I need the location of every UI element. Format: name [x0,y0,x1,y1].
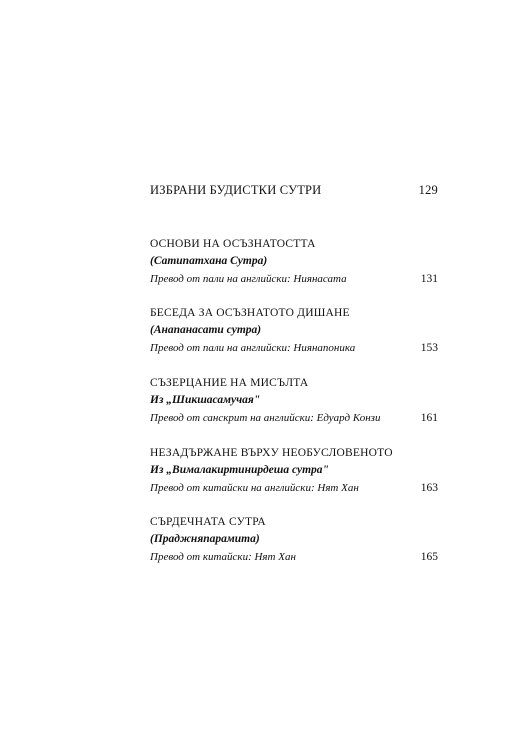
entry-title: БЕСЕДА ЗА ОСЪЗНАТОТО ДИШАНЕ [150,307,350,319]
entry-subtitle: Из „Шикшасамучая" [150,394,261,406]
part-title: ИЗБРАНИ БУДИСТКИ СУТРИ [150,183,322,197]
entry-title: СЪЗЕРЦАНИЕ НА МИСЪЛТА [150,377,309,389]
part-page-number: 129 [418,183,438,197]
entry-translation: Превод от китайски на английски: Нят Хан [150,482,359,494]
entry-translation-row [150,482,438,494]
entry-subtitle: Из „Вималакиртинирдеша сутра" [150,464,329,476]
entry-title: СЪРДЕЧНАТА СУТРА [150,516,266,528]
entry-translation-row [150,551,438,563]
part-heading [150,183,438,198]
entry-translation-row [150,273,438,285]
entry-translation: Превод от китайски: Нят Хан [150,551,296,563]
entry-page-number: 161 [420,412,438,424]
entry-title: ОСНОВИ НА ОСЪЗНАТОСТТА [150,238,316,250]
entry-subtitle: (Сатипатхана Сутра) [150,255,268,267]
entry-translation: Превод от пали на английски: Ниянасата [150,273,347,285]
entry-translation-row [150,412,438,424]
entry-translation-row [150,342,438,354]
entry-title: НЕЗАДЪРЖАНЕ ВЪРХУ НЕОБУСЛОВЕНОТО [150,447,393,459]
entry-translation: Превод от пали на английски: Ниянапоника [150,342,356,354]
entry-translation: Превод от санскрит на английски: Едуард Конзи [150,412,381,424]
entry-subtitle: (Праджняпарамита) [150,533,260,545]
entry-page-number: 165 [420,551,438,563]
entry-page-number: 131 [420,273,438,285]
entry-page-number: 163 [420,482,438,494]
entry-subtitle: (Анапанасати сутра) [150,324,262,336]
entry-page-number: 153 [420,342,438,354]
